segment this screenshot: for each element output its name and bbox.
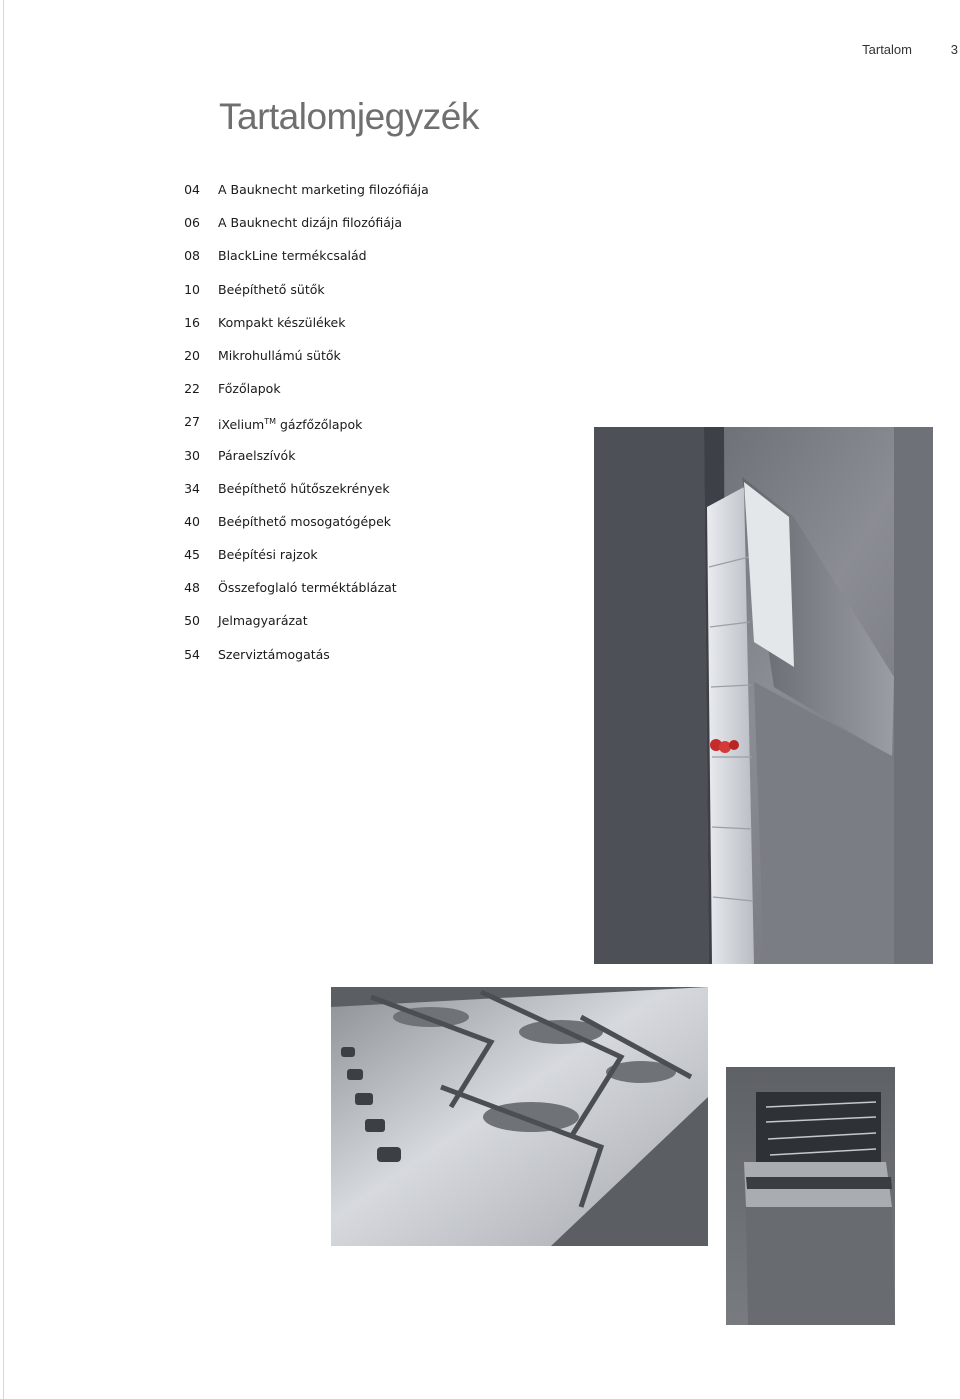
toc-label: Beépíthető sütők [218, 281, 325, 297]
toc-page-number: 10 [184, 281, 200, 297]
toc-page-number: 16 [184, 314, 200, 330]
toc-entry[interactable] [150, 413, 580, 446]
toc-entry[interactable] [150, 480, 580, 513]
toc-page-number: 06 [184, 215, 200, 231]
toc-entry[interactable] [150, 579, 580, 612]
trademark-superscript: TM [264, 417, 277, 427]
toc-entry[interactable] [150, 546, 580, 579]
header-page-number: 3 [950, 42, 958, 57]
toc-entry[interactable] [150, 347, 580, 380]
toc-page-number: 30 [184, 447, 200, 463]
toc-label: BlackLine termékcsalád [218, 248, 367, 264]
dishwasher-photo [726, 1067, 895, 1325]
toc-page-number: 54 [184, 646, 200, 662]
toc-page-number: 20 [184, 347, 200, 363]
page-edge-rule [3, 0, 4, 1399]
toc-page-number: 48 [184, 580, 200, 596]
toc-entry[interactable] [150, 447, 580, 480]
toc-label: Főzőlapok [218, 381, 281, 397]
toc-label: Páraelszívók [218, 447, 296, 463]
gas-hob-photo [331, 987, 708, 1246]
toc-page-number: 45 [184, 547, 200, 563]
toc-entry[interactable] [150, 214, 580, 247]
toc-label: Jelmagyarázat [218, 613, 308, 629]
toc-label: Szerviztámogatás [218, 646, 330, 662]
page-title: Tartalomjegyzék [219, 96, 479, 137]
toc-label: Mikrohullámú sütők [218, 347, 341, 363]
header-section-label: Tartalom [862, 42, 912, 57]
toc-label: Összefoglaló terméktáblázat [218, 580, 397, 596]
toc-label: Beépíthető hűtőszekrények [218, 480, 390, 496]
toc-entry[interactable] [150, 247, 580, 280]
toc-entry[interactable] [150, 513, 580, 546]
toc-label: Beépítési rajzok [218, 547, 318, 563]
toc-label: A Bauknecht dizájn filozófiája [218, 215, 403, 231]
toc-label: Beépíthető mosogatógépek [218, 513, 392, 529]
toc-label-brand: iXelium [218, 417, 265, 433]
toc-page-number: 34 [184, 480, 200, 496]
toc-entry[interactable] [150, 181, 580, 214]
toc-page-number: 22 [184, 381, 200, 397]
toc-entry[interactable] [150, 314, 580, 347]
toc-page-number: 27 [184, 414, 200, 430]
table-of-contents [150, 181, 580, 679]
toc-page-number: 04 [184, 182, 200, 197]
toc-label: A Bauknecht marketing filozófiája [218, 182, 429, 197]
toc-page-number: 08 [184, 248, 200, 264]
toc-entry[interactable] [150, 646, 580, 679]
toc-label-ixelium [218, 413, 362, 434]
toc-label-rest: gázfőzőlapok [276, 417, 363, 433]
toc-label: Kompakt készülékek [218, 314, 346, 330]
toc-entry[interactable] [150, 612, 580, 645]
fridge-photo [594, 427, 933, 964]
toc-page-number: 50 [184, 613, 200, 629]
toc-page-number: 40 [184, 513, 200, 529]
toc-entry[interactable] [150, 281, 580, 314]
toc-entry[interactable] [150, 380, 580, 413]
